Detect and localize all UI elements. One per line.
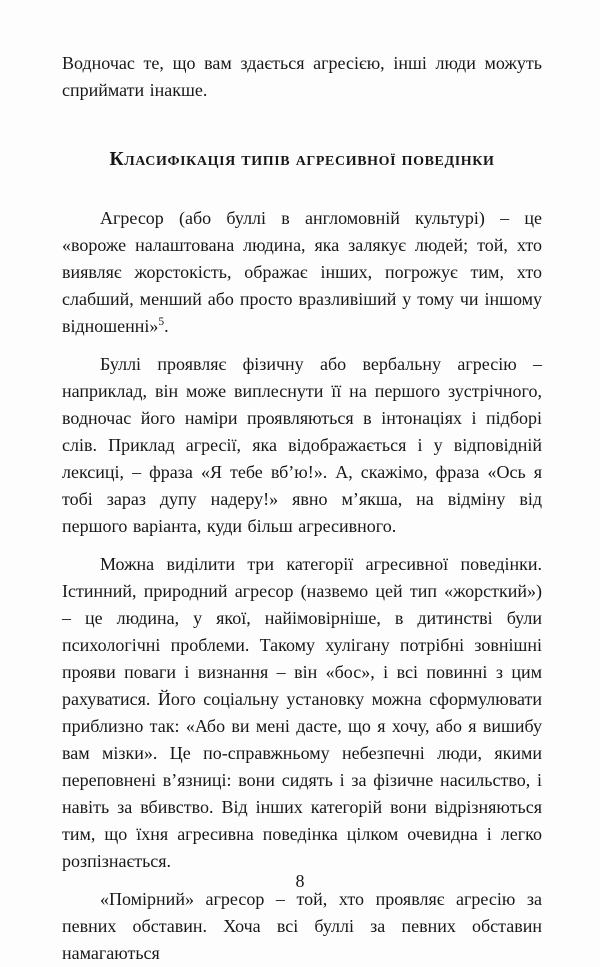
paragraph-verbal-aggression: Буллі проявляє фізичну або вербальну агресію – наприклад, він може виплеснути її на першого зустрічного, водночас його наміри проявляються в інтонаціях і підборі слів. Приклад агресії, яка відображається і у відповідній лексиці, – фраза «Я тебе вб’ю!». А, скажімо, фраза «Ось я тобі зараз дупу надеру!» явно м’якша, на відміну від першого варіанта, куди більш агресивного.	[62, 354, 542, 536]
section-heading: Класифікація типів агресивної поведінки	[109, 149, 495, 170]
page-number: 8	[295, 871, 305, 891]
paragraph-text-after-footnote: .	[164, 316, 169, 336]
paragraph-text: Агресор (або буллі в англомовній культурі) – це «вороже налаштована людина, яка залякує людей; той, хто виявляє жорстокість, ображає інших, погрожує тим, хто слабший, менший або просто вразливіший у тому чи іншому відношенні»	[62, 208, 542, 336]
paragraph-moderate-aggressor: «Помірний» агресор – той, хто проявляє агресію за певних обставин. Хоча всі буллі за певних обставин намагаються	[62, 889, 542, 963]
paragraph-aggressor-definition	[62, 205, 542, 340]
intro-paragraph: Водночас те, що вам здається агресією, інші люди можуть сприймати інакше.	[62, 53, 542, 100]
footnote-marker: 5	[158, 316, 165, 328]
paragraph-three-categories: Можна виділити три категорії агресивної поведінки. Істинний, природний агресор (назвемо цей тип «жорсткий») – це людина, у якої, найімовірніше, в дитинстві були психологічні проблеми. Такому хулігану потрібні зовнішні прояви поваги і визнання – він «бос», і всі повинні з цим рахуватися. Його соціальну установку можна сформулювати приблизно так: «Або ви мені дасте, що я хочу, або я вишибу вам мізки». Це по-справжньому небезпечні люди, якими переповнені в’язниці: вони сидять і за фізичне насильство, і навіть за вбивство. Від інших категорій вони відрізняються тим, що їхня агресивна поведінка цілком очевидна і легко розпізнається.	[62, 554, 542, 871]
